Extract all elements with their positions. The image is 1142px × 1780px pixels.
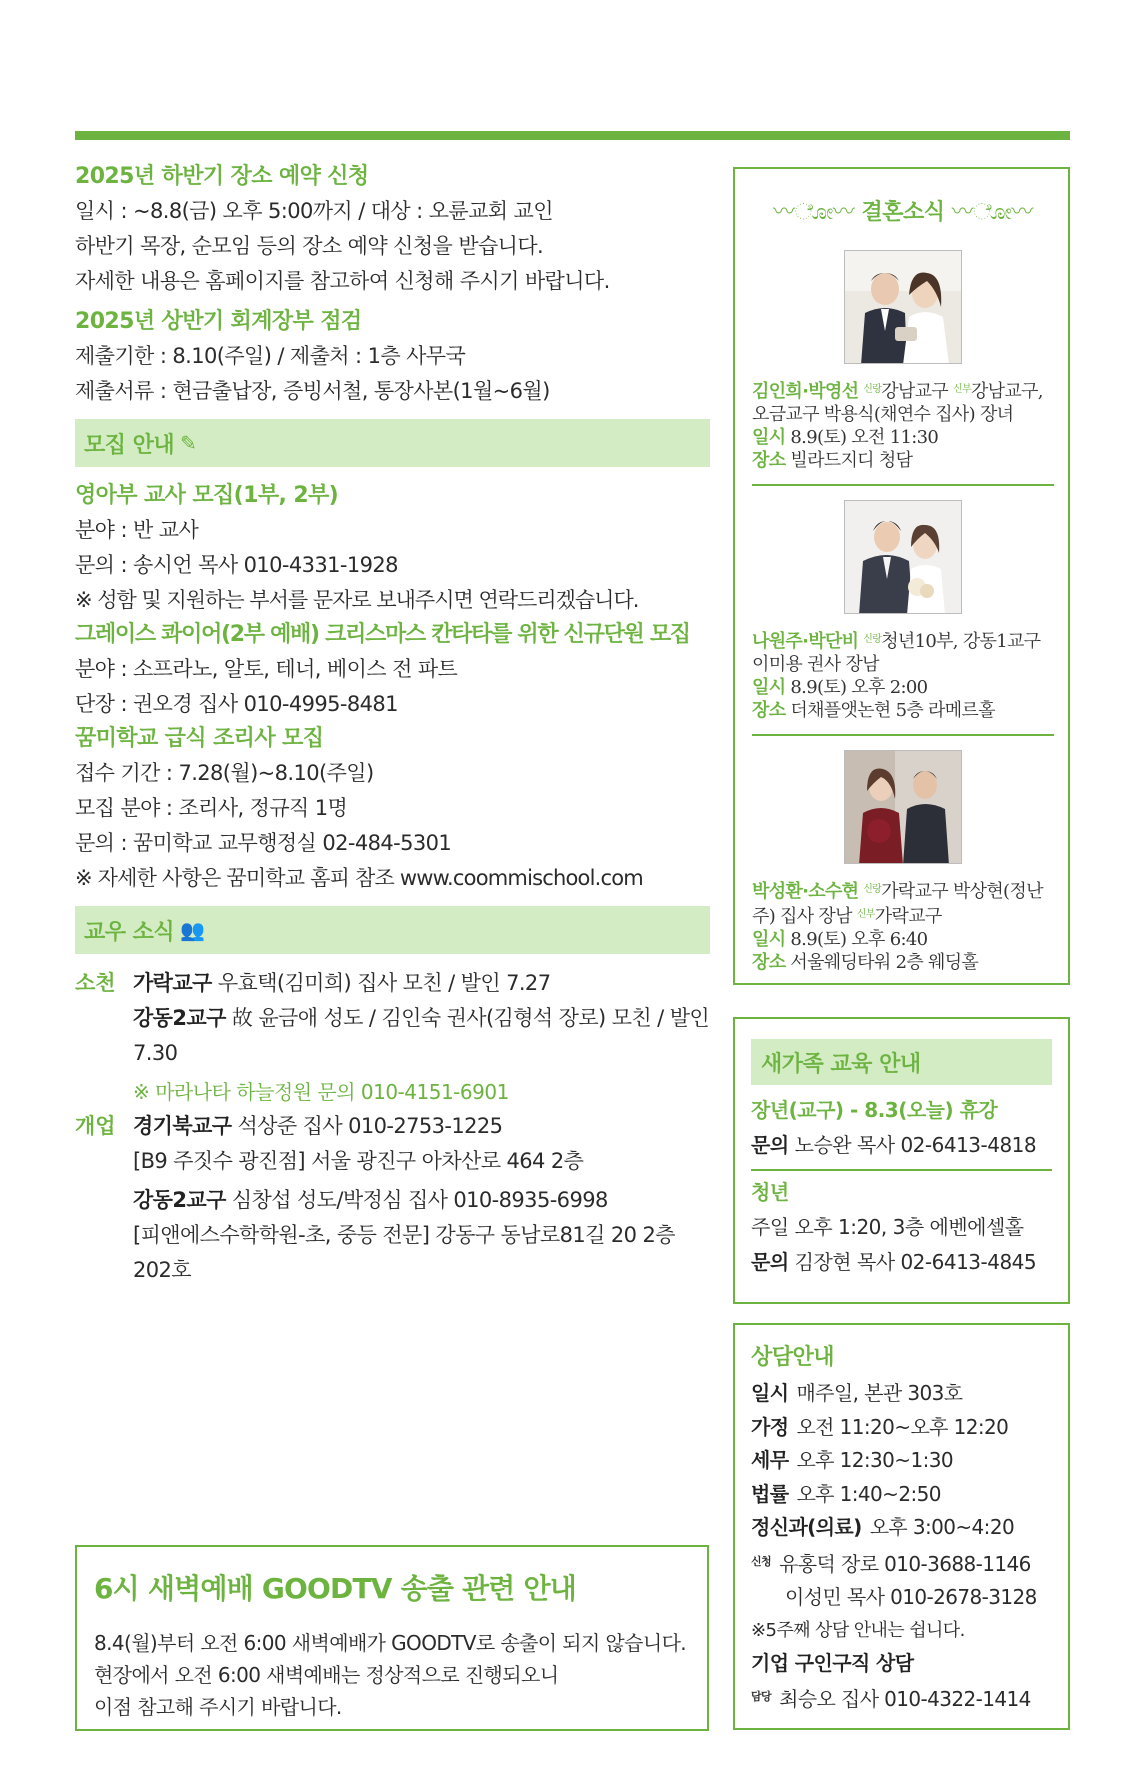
- wedding-place: 빌라드지디 청담: [790, 450, 913, 471]
- new-family-band: 새가족 교육 안내: [751, 1039, 1052, 1085]
- divider: [752, 734, 1054, 736]
- groom-info: 청년10부, 강동1교구 이미용 권사 장남: [752, 631, 1041, 675]
- bride-info: 가락교구: [874, 906, 942, 927]
- wedding-date: 8.9(토) 오전 11:30: [790, 427, 939, 448]
- place-label: 장소: [752, 450, 786, 471]
- contact-value: 김장현 목사 02-6413-4845: [794, 1250, 1037, 1274]
- ledger-check-line: 제출기한 : 8.10(주일) / 제출처 : 1층 사무국: [75, 344, 466, 368]
- date-label: 일시: [752, 677, 786, 698]
- counsel-value: 매주일, 본관 303호: [796, 1381, 963, 1405]
- apply-label: 신청: [751, 1554, 772, 1568]
- adult-group-title: 장년(교구) - 8.3(오늘) 휴강: [751, 1098, 998, 1122]
- wedding-title: 결혼소식: [861, 200, 945, 225]
- place-label: 장소: [752, 700, 786, 721]
- apply-contact: 이성민 목사 010-2678-3128: [785, 1585, 1037, 1609]
- job-counsel-title: 기업 구인구직 상담: [751, 1650, 914, 1675]
- goodtv-notice-box: [75, 1545, 709, 1731]
- flourish-left-icon: 〰ೋ〰: [773, 200, 855, 225]
- news-band-label: 교우 소식: [84, 919, 175, 945]
- recruit-item-line: 단장 : 권오경 집사 010-4995-8481: [75, 692, 398, 716]
- venue-reservation-title: 2025년 하반기 장소 예약 신청: [75, 164, 369, 189]
- flourish-right-icon: 〰ೋ〰: [951, 200, 1033, 225]
- business-address: [B9 주짓수 광진점] 서울 광진구 아차산로 464 2층: [133, 1149, 584, 1173]
- counsel-value: 오전 11:20~오후 12:20: [796, 1414, 1009, 1439]
- couple-names: 박성환·소수현: [752, 881, 859, 902]
- counsel-label: 법률: [751, 1481, 789, 1506]
- recruit-item-title: 꿈미학교 급식 조리사 모집: [75, 726, 324, 751]
- couple-photo: [844, 500, 962, 614]
- recruit-item-title: 영아부 교사 모집(1부, 2부): [75, 483, 339, 508]
- recruit-item-line: 분야 : 소프라노, 알토, 테너, 베이스 전 파트: [75, 657, 458, 681]
- wedding-place: 서울웨딩타워 2층 웨딩홀: [790, 952, 979, 973]
- counsel-value: 오후 1:40~2:50: [796, 1481, 941, 1506]
- wedding-title-row: [752, 195, 1054, 226]
- news-text: 우효택(김미희) 집사 모친 / 발인 7.27: [211, 971, 551, 995]
- people-icon: 👥: [180, 918, 205, 942]
- recruit-item-line: 모집 분야 : 조리사, 정규직 1명: [75, 796, 348, 820]
- groom-tag: 신랑: [863, 634, 882, 645]
- counsel-label: 정신과(의료): [751, 1515, 862, 1539]
- groom-info: 가락교구 박상현(정난주) 집사 장남: [752, 881, 1043, 927]
- goodtv-notice-line: 8.4(월)부터 오전 6:00 새벽예배가 GOODTV로 송출이 되지 않습니다.: [94, 1631, 687, 1655]
- contact-label: 문의: [751, 1250, 789, 1274]
- news-text: 故 윤금애 성도 / 김인숙 권사(김형석 장로) 모친 / 발인 7.30: [133, 1006, 710, 1065]
- counseling-title: 상담안내: [751, 1345, 835, 1370]
- date-label: 일시: [752, 427, 786, 448]
- ledger-check-title: 2025년 상반기 회계장부 점검: [75, 309, 362, 334]
- youth-group-title: 청년: [751, 1180, 789, 1204]
- youth-time: 주일 오후 1:20, 3층 에벤에셀홀: [751, 1215, 1024, 1239]
- edit-icon: ✎: [180, 431, 197, 455]
- groom-tag: 신랑: [863, 884, 882, 895]
- sochun-note: ※ 마라나타 하늘정원 문의 010-4151-6901: [133, 1080, 509, 1104]
- recruit-item-line: 분야 : 반 교사: [75, 518, 199, 542]
- recruit-item-title: 그레이스 콰이어(2부 예배) 크리스마스 칸타타를 위한 신규단원 모집: [75, 622, 690, 647]
- wedding-date: 8.9(토) 오후 6:40: [790, 929, 928, 950]
- counsel-label: 일시: [751, 1381, 789, 1405]
- recruit-item-line: ※ 성함 및 지원하는 부서를 문자로 보내주시면 연락드리겠습니다.: [75, 588, 639, 612]
- couple-photo: [844, 250, 962, 364]
- couple-names: 나원주·박단비: [752, 631, 859, 652]
- left-column: [75, 160, 710, 1288]
- job-contact: 최승오 집사 010-4322-1414: [779, 1687, 1031, 1711]
- business-address: [피앤에스수학학원-초, 중등 전문] 강동구 동남로81길 20 2층 202호: [133, 1223, 675, 1282]
- manager-label: 담당: [751, 1690, 772, 1703]
- parish-name: 가락교구: [133, 971, 212, 995]
- couple-photo: [844, 750, 962, 864]
- wedding-date: 8.9(토) 오후 2:00: [790, 677, 928, 698]
- couple-names: 김인희·박영선: [752, 381, 859, 402]
- venue-reservation-line: 하반기 목장, 순모임 등의 장소 예약 신청을 받습니다.: [75, 234, 544, 258]
- sochun-label: 소천: [75, 971, 116, 995]
- bride-tag: 신부: [953, 384, 971, 395]
- divider: [752, 484, 1054, 486]
- bride-info: 강남교구, 오금교구 박용식(채연수 집사) 장녀: [752, 381, 1043, 425]
- parish-name: 강동2교구: [133, 1006, 226, 1030]
- place-label: 장소: [752, 952, 786, 973]
- divider: [751, 1169, 1052, 1171]
- venue-reservation-line: 자세한 내용은 홈페이지를 참고하여 신청해 주시기 바랍니다.: [75, 269, 610, 293]
- couple-info: [752, 878, 1054, 974]
- counseling-note: ※5주째 상담 안내는 쉽니다.: [751, 1619, 965, 1641]
- news-text: 심창섭 성도/박정심 집사 010-8935-6998: [225, 1188, 608, 1212]
- counsel-label: 가정: [751, 1414, 789, 1439]
- counseling-box: [733, 1323, 1070, 1730]
- open-label: 개업: [75, 1114, 116, 1138]
- counsel-label: 세무: [751, 1448, 789, 1472]
- news-text: 석상준 집사 010-2753-1225: [231, 1114, 503, 1138]
- recruit-item-line: 문의 : 송시언 목사 010-4331-1928: [75, 553, 398, 577]
- news-band: [75, 906, 710, 954]
- wedding-news-box: [733, 167, 1070, 985]
- wedding-place: 더채플앳논현 5층 라메르홀: [790, 700, 995, 721]
- recruit-item-line: 접수 기간 : 7.28(월)~8.10(주일): [75, 761, 374, 785]
- goodtv-notice-title: 6시 새벽예배 GOODTV 송출 관련 안내: [94, 1572, 576, 1605]
- new-family-box: [733, 1017, 1070, 1304]
- recruit-band: [75, 419, 710, 467]
- date-label: 일시: [752, 929, 786, 950]
- contact-value: 노승완 목사 02-6413-4818: [794, 1133, 1037, 1157]
- couple-info: [752, 378, 1054, 472]
- contact-label: 문의: [751, 1133, 789, 1157]
- recruit-band-label: 모집 안내: [84, 432, 175, 458]
- ledger-check-line: 제출서류 : 현금출납장, 증빙서철, 통장사본(1월~6월): [75, 379, 550, 403]
- groom-info: 강남교구: [881, 381, 948, 402]
- groom-tag: 신랑: [863, 384, 882, 395]
- top-divider: [75, 131, 1070, 140]
- bride-tag: 신부: [856, 909, 875, 920]
- venue-reservation-line: 일시 : ~8.8(금) 오후 5:00까지 / 대상 : 오륜교회 교인: [75, 199, 553, 223]
- counsel-value: 오후 12:30~1:30: [796, 1448, 953, 1472]
- news-open: [75, 1109, 710, 1288]
- recruit-item-line: 문의 : 꿈미학교 교무행정실 02-484-5301: [75, 831, 452, 855]
- parish-name: 경기북교구: [133, 1114, 232, 1138]
- goodtv-notice-line: 현장에서 오전 6:00 새벽예배는 정상적으로 진행되오니: [94, 1663, 559, 1687]
- parish-name: 강동2교구: [133, 1188, 226, 1212]
- couple-info: [752, 628, 1054, 722]
- apply-contact: 유홍덕 장로 010-3688-1146: [779, 1551, 1031, 1576]
- goodtv-notice-line: 이점 참고해 주시기 바랍니다.: [94, 1695, 342, 1719]
- counsel-value: 오후 3:00~4:20: [869, 1515, 1015, 1539]
- news-sochun: [75, 966, 710, 1109]
- recruit-item-line: ※ 자세한 사항은 꿈미학교 홈피 참조 www.coommischool.com: [75, 866, 643, 890]
